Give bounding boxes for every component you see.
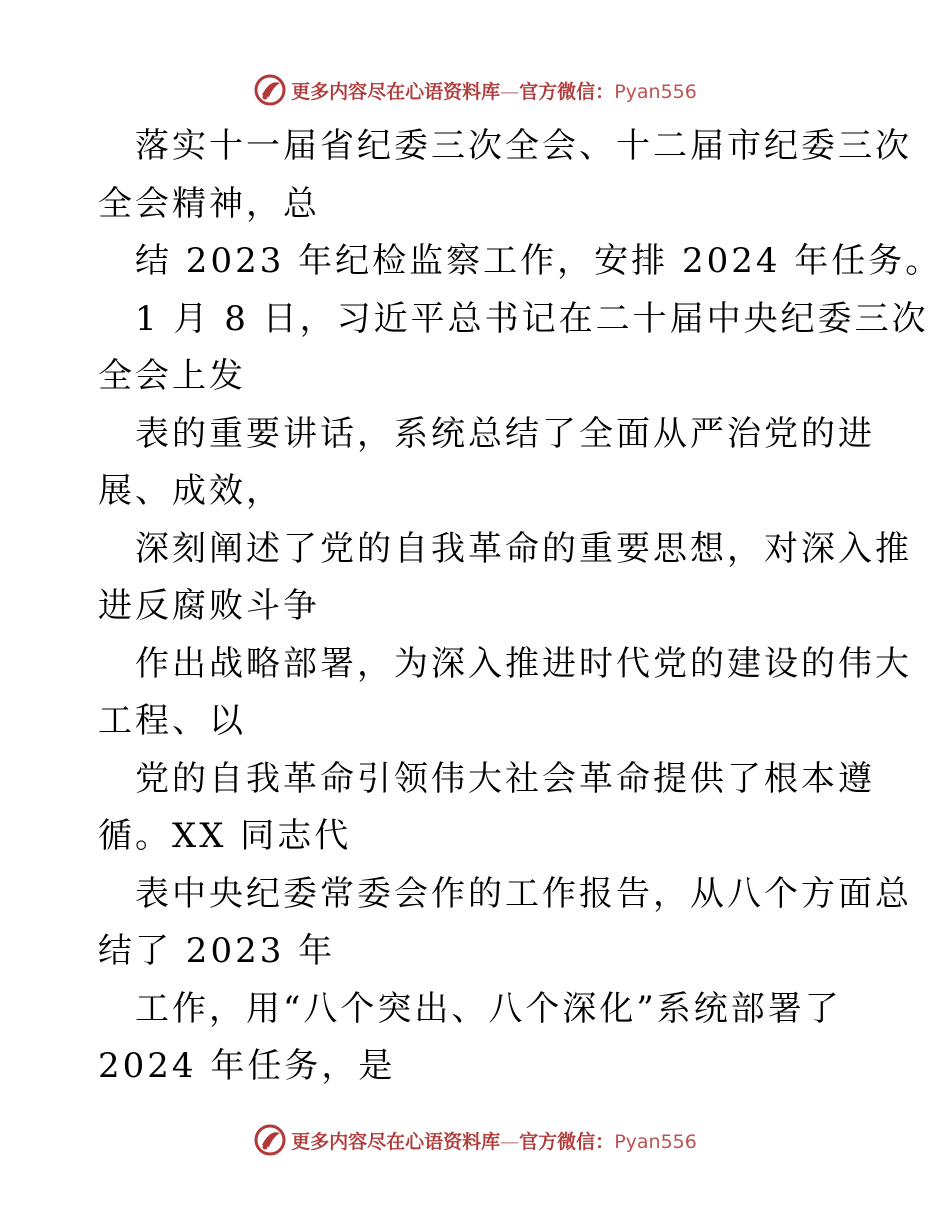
body-line: 结 2023 年纪检监察工作，安排 2024 年任务。	[135, 241, 943, 281]
footer-wechat-id: Pyan556	[614, 1130, 697, 1153]
header-separator: —	[500, 80, 520, 103]
body-line: 表的重要讲话，系统总结了全面从严治党的进	[135, 413, 875, 454]
document-body	[98, 118, 943, 1096]
footer-watermark-banner	[0, 1120, 950, 1160]
header-wechat-id: Pyan556	[614, 80, 697, 103]
body-line: 全会上发	[98, 356, 246, 396]
body-line: 党的自我革命引领伟大社会革命提供了根本遵	[135, 758, 875, 799]
brand-logo-icon	[253, 73, 287, 107]
body-line: 表中央纪委常委会作的工作报告，从八个方面总	[135, 873, 912, 914]
footer-separator: —	[500, 1130, 520, 1153]
header-wechat-label: 官方微信：	[519, 80, 615, 103]
body-line: 展、成效，	[98, 471, 283, 511]
footer-wechat-label: 官方微信：	[519, 1130, 615, 1153]
body-line: 2024 年任务，是	[98, 1046, 396, 1086]
brand-logo-icon	[253, 1123, 287, 1157]
footer-banner-text	[291, 1127, 697, 1154]
body-line: 结了 2023 年	[98, 931, 336, 971]
footer-site-text: 更多内容尽在心语资料库	[291, 1130, 501, 1153]
header-banner-text	[291, 77, 697, 104]
body-line: 作出战略部署，为深入推进时代党的建设的伟大	[135, 643, 912, 684]
body-line: 工作，用“八个突出、八个深化”系统部署了	[135, 988, 842, 1029]
body-line: 落实十一届省纪委三次全会、十二届市纪委三次	[135, 126, 912, 166]
body-line: 工程、以	[98, 701, 246, 741]
body-line: 1 月 8 日，习近平总书记在二十届中央纪委三次	[135, 298, 929, 339]
header-watermark-banner	[0, 70, 950, 110]
body-line: 循。XX 同志代	[98, 816, 352, 856]
body-line: 全会精神，总	[98, 183, 320, 224]
body-line: 进反腐败斗争	[98, 586, 320, 626]
body-line: 深刻阐述了党的自我革命的重要思想，对深入推	[135, 528, 912, 569]
header-site-text: 更多内容尽在心语资料库	[291, 80, 501, 103]
